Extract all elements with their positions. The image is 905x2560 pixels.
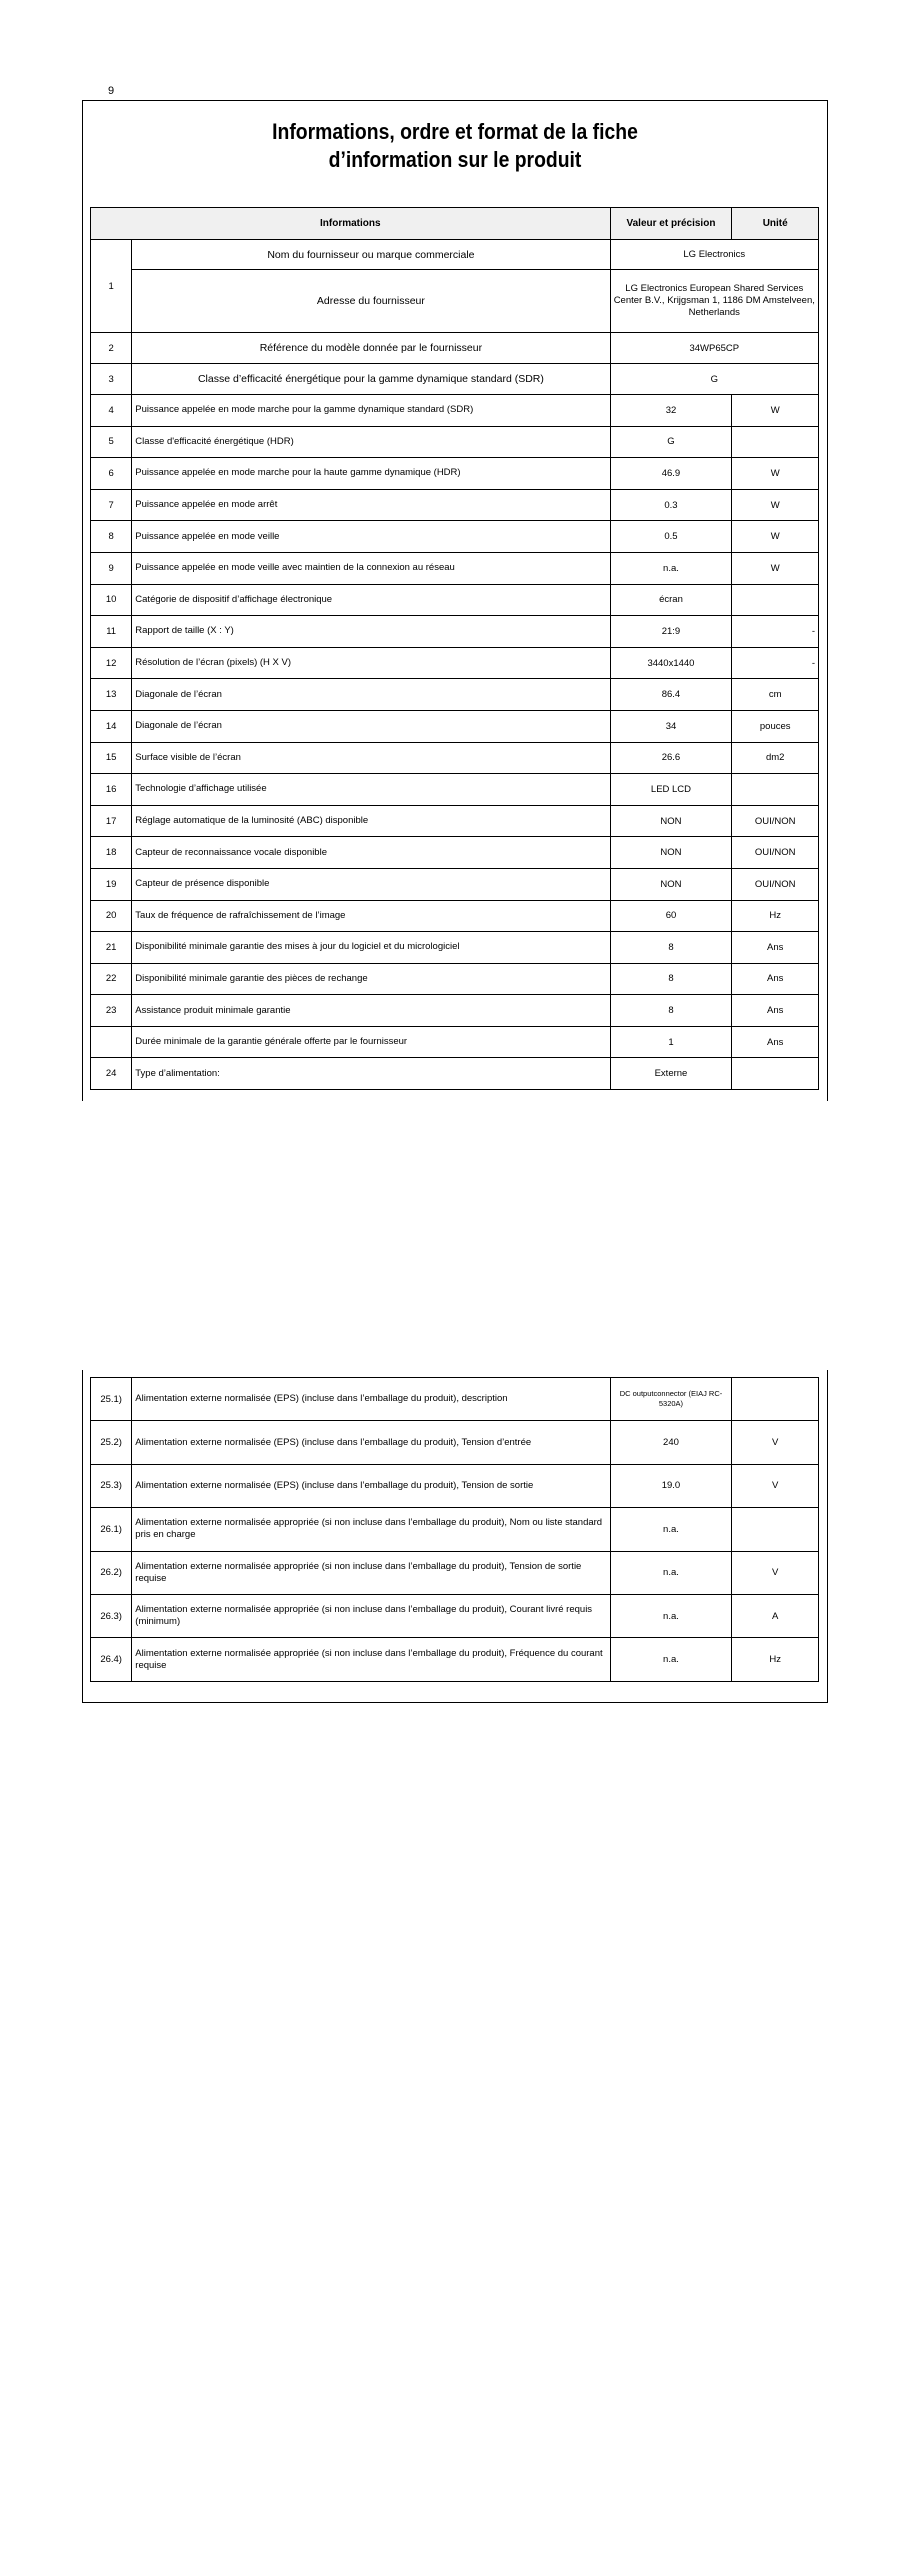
row-number: 14 bbox=[91, 710, 132, 742]
spec-rows bbox=[91, 395, 819, 1090]
row-label: Alimentation externe normalisée appropriée (si non incluse dans l’emballage du produit), Tension de sortie requise bbox=[132, 1551, 610, 1594]
row-label: Type d’alimentation: bbox=[132, 1058, 610, 1090]
row-label: Alimentation externe normalisée appropriée (si non incluse dans l’emballage du produit), Courant livré requis (minimum) bbox=[132, 1594, 610, 1637]
row-label: Puissance appelée en mode marche pour la gamme dynamique standard (SDR) bbox=[132, 395, 610, 427]
row-label: Alimentation externe normalisée appropriée (si non incluse dans l’emballage du produit), Fréquence du courant requise bbox=[132, 1638, 610, 1681]
page-title bbox=[127, 118, 783, 174]
row-unit bbox=[732, 584, 819, 616]
row-value: 8 bbox=[610, 963, 732, 995]
row-unit: A bbox=[732, 1594, 819, 1637]
row-value: 26.6 bbox=[610, 742, 732, 774]
row-number: 1 bbox=[91, 240, 132, 333]
table-row bbox=[91, 521, 819, 553]
row-label: Alimentation externe normalisée (EPS) (incluse dans l’emballage du produit), Tension de sortie bbox=[132, 1464, 610, 1507]
row-label: Disponibilité minimale garantie des pièces de rechange bbox=[132, 963, 610, 995]
row-unit: OUI/NON bbox=[732, 837, 819, 869]
row-label: Puissance appelée en mode veille avec maintien de la connexion au réseau bbox=[132, 552, 610, 584]
table-row bbox=[91, 489, 819, 521]
row-unit: - bbox=[732, 616, 819, 648]
row-unit: W bbox=[732, 489, 819, 521]
row-value: n.a. bbox=[610, 1551, 732, 1594]
row-value: 60 bbox=[610, 900, 732, 932]
row-unit: OUI/NON bbox=[732, 805, 819, 837]
table-row bbox=[91, 395, 819, 427]
table-row bbox=[91, 774, 819, 806]
row-value: 240 bbox=[610, 1421, 732, 1464]
table-row bbox=[91, 1638, 819, 1681]
row-value: DC outputconnector (EIAJ RC-5320A) bbox=[610, 1378, 732, 1421]
row-unit: Hz bbox=[732, 900, 819, 932]
row-number: 26.2) bbox=[91, 1551, 132, 1594]
row-label: Puissance appelée en mode arrêt bbox=[132, 489, 610, 521]
row-number: 22 bbox=[91, 963, 132, 995]
row-unit: W bbox=[732, 395, 819, 427]
row-unit bbox=[732, 774, 819, 806]
row-unit bbox=[732, 1058, 819, 1090]
row-label: Taux de fréquence de rafraîchissement de l’image bbox=[132, 900, 610, 932]
row-label: Capteur de présence disponible bbox=[132, 868, 610, 900]
table-row bbox=[91, 1058, 819, 1090]
table-row bbox=[91, 552, 819, 584]
table-row bbox=[91, 963, 819, 995]
row-label: Assistance produit minimale garantie bbox=[132, 995, 610, 1027]
row-label: Alimentation externe normalisée (EPS) (incluse dans l’emballage du produit), Tension d’entrée bbox=[132, 1421, 610, 1464]
row-number: 5 bbox=[91, 426, 132, 458]
table-row bbox=[91, 900, 819, 932]
header-row bbox=[91, 208, 819, 240]
table-row bbox=[91, 426, 819, 458]
row-number: 12 bbox=[91, 647, 132, 679]
row-unit: pouces bbox=[732, 710, 819, 742]
row-number: 23 bbox=[91, 995, 132, 1027]
table-row bbox=[91, 647, 819, 679]
row-number: 7 bbox=[91, 489, 132, 521]
row-unit: W bbox=[732, 521, 819, 553]
row-label: Résolution de l’écran (pixels) (H X V) bbox=[132, 647, 610, 679]
row-unit: V bbox=[732, 1421, 819, 1464]
table-row bbox=[91, 616, 819, 648]
header-informations: Informations bbox=[91, 208, 611, 240]
row-number bbox=[91, 1026, 132, 1058]
row-value: 0.5 bbox=[610, 521, 732, 553]
row-unit: dm2 bbox=[732, 742, 819, 774]
row-label: Diagonale de l’écran bbox=[132, 679, 610, 711]
table-row bbox=[91, 837, 819, 869]
row-number: 17 bbox=[91, 805, 132, 837]
row-value: NON bbox=[610, 837, 732, 869]
row-value: 8 bbox=[610, 995, 732, 1027]
power-rows bbox=[91, 1378, 819, 1682]
row-number: 25.2) bbox=[91, 1421, 132, 1464]
row-value: 34WP65CP bbox=[610, 333, 818, 364]
row-number: 15 bbox=[91, 742, 132, 774]
row-label: Référence du modèle donnée par le fournisseur bbox=[132, 333, 610, 364]
row-unit: W bbox=[732, 552, 819, 584]
row-value: NON bbox=[610, 805, 732, 837]
row-label: Surface visible de l’écran bbox=[132, 742, 610, 774]
table-row bbox=[91, 710, 819, 742]
table-row bbox=[91, 868, 819, 900]
row-number: 25.1) bbox=[91, 1378, 132, 1421]
table-row bbox=[91, 1594, 819, 1637]
row-value: 8 bbox=[610, 932, 732, 964]
row-unit: OUI/NON bbox=[732, 868, 819, 900]
row-value: LED LCD bbox=[610, 774, 732, 806]
table-row bbox=[91, 1551, 819, 1594]
row-value: G bbox=[610, 426, 732, 458]
row-number: 20 bbox=[91, 900, 132, 932]
row-unit: - bbox=[732, 647, 819, 679]
row-unit: Ans bbox=[732, 932, 819, 964]
table-row bbox=[91, 805, 819, 837]
row-value: 0.3 bbox=[610, 489, 732, 521]
row-number: 19 bbox=[91, 868, 132, 900]
row-number: 24 bbox=[91, 1058, 132, 1090]
title-line-1: Informations, ordre et format de la fiche bbox=[272, 119, 638, 144]
row-value: 1 bbox=[610, 1026, 732, 1058]
row-label: Diagonale de l’écran bbox=[132, 710, 610, 742]
row-value: 3440x1440 bbox=[610, 647, 732, 679]
row-number: 16 bbox=[91, 774, 132, 806]
row-number: 9 bbox=[91, 552, 132, 584]
row-number: 2 bbox=[91, 333, 132, 364]
row-value: 19.0 bbox=[610, 1464, 732, 1507]
row-unit: cm bbox=[732, 679, 819, 711]
row-value: 86.4 bbox=[610, 679, 732, 711]
row-unit: V bbox=[732, 1464, 819, 1507]
row-label: Puissance appelée en mode marche pour la haute gamme dynamique (HDR) bbox=[132, 458, 610, 490]
row-number: 25.3) bbox=[91, 1464, 132, 1507]
row-value: 32 bbox=[610, 395, 732, 427]
row-label: Catégorie de dispositif d’affichage électronique bbox=[132, 584, 610, 616]
row-label: Puissance appelée en mode veille bbox=[132, 521, 610, 553]
row-number: 26.3) bbox=[91, 1594, 132, 1637]
table-row bbox=[91, 270, 819, 333]
page-number: 9 bbox=[108, 85, 115, 97]
table-row bbox=[91, 1508, 819, 1551]
row-unit bbox=[732, 1378, 819, 1421]
table-row bbox=[91, 1378, 819, 1421]
row-unit bbox=[732, 426, 819, 458]
row-label: Alimentation externe normalisée appropriée (si non incluse dans l’emballage du produit), Nom ou liste standard pris en charge bbox=[132, 1508, 610, 1551]
table-row bbox=[91, 364, 819, 395]
table-row bbox=[91, 679, 819, 711]
row-value: LG Electronics bbox=[610, 240, 818, 270]
row-value: n.a. bbox=[610, 552, 732, 584]
row-label: Réglage automatique de la luminosité (ABC) disponible bbox=[132, 805, 610, 837]
row-label: Rapport de taille (X : Y) bbox=[132, 616, 610, 648]
product-info-table bbox=[90, 207, 819, 1090]
title-line-2: d’information sur le produit bbox=[328, 147, 582, 172]
table-row bbox=[91, 458, 819, 490]
row-value: G bbox=[610, 364, 818, 395]
row-value: 21:9 bbox=[610, 616, 732, 648]
row-number: 13 bbox=[91, 679, 132, 711]
header-valeur: Valeur et précision bbox=[610, 208, 732, 240]
row-unit: Ans bbox=[732, 963, 819, 995]
row-value: écran bbox=[610, 584, 732, 616]
row-number: 3 bbox=[91, 364, 132, 395]
row-number: 26.1) bbox=[91, 1508, 132, 1551]
row-label: Classe d’efficacité énergétique pour la gamme dynamique standard (SDR) bbox=[132, 364, 610, 395]
row-value: 34 bbox=[610, 710, 732, 742]
table-row bbox=[91, 333, 819, 364]
row-unit: W bbox=[732, 458, 819, 490]
row-unit: Ans bbox=[732, 995, 819, 1027]
row-number: 6 bbox=[91, 458, 132, 490]
row-value: NON bbox=[610, 868, 732, 900]
row-unit: V bbox=[732, 1551, 819, 1594]
table-row bbox=[91, 1421, 819, 1464]
table-row bbox=[91, 1464, 819, 1507]
row-label: Nom du fournisseur ou marque commerciale bbox=[132, 240, 610, 270]
table-row bbox=[91, 1026, 819, 1058]
table-row bbox=[91, 240, 819, 270]
table-row bbox=[91, 995, 819, 1027]
row-value: n.a. bbox=[610, 1594, 732, 1637]
row-number: 18 bbox=[91, 837, 132, 869]
row-value: 46.9 bbox=[610, 458, 732, 490]
row-unit bbox=[732, 1508, 819, 1551]
table-row bbox=[91, 584, 819, 616]
row-label: Capteur de reconnaissance vocale disponible bbox=[132, 837, 610, 869]
row-number: 4 bbox=[91, 395, 132, 427]
header-unite: Unité bbox=[732, 208, 819, 240]
row-label: Adresse du fournisseur bbox=[132, 270, 610, 333]
row-label: Alimentation externe normalisée (EPS) (incluse dans l’emballage du produit), description bbox=[132, 1378, 610, 1421]
row-number: 8 bbox=[91, 521, 132, 553]
row-label: Disponibilité minimale garantie des mises à jour du logiciel et du micrologiciel bbox=[132, 932, 610, 964]
row-value: LG Electronics European Shared Services Center B.V., Krijgsman 1, 1186 DM Amstelveen, Netherlands bbox=[610, 270, 818, 333]
table-row bbox=[91, 742, 819, 774]
row-unit: Hz bbox=[732, 1638, 819, 1681]
row-value: n.a. bbox=[610, 1508, 732, 1551]
row-label: Technologie d’affichage utilisée bbox=[132, 774, 610, 806]
row-label: Durée minimale de la garantie générale offerte par le fournisseur bbox=[132, 1026, 610, 1058]
power-supply-table bbox=[90, 1377, 819, 1682]
row-label: Classe d'efficacité énergétique (HDR) bbox=[132, 426, 610, 458]
table-row bbox=[91, 932, 819, 964]
row-number: 10 bbox=[91, 584, 132, 616]
row-value: Externe bbox=[610, 1058, 732, 1090]
row-value: n.a. bbox=[610, 1638, 732, 1681]
row-unit: Ans bbox=[732, 1026, 819, 1058]
row-number: 11 bbox=[91, 616, 132, 648]
row-number: 26.4) bbox=[91, 1638, 132, 1681]
row-number: 21 bbox=[91, 932, 132, 964]
